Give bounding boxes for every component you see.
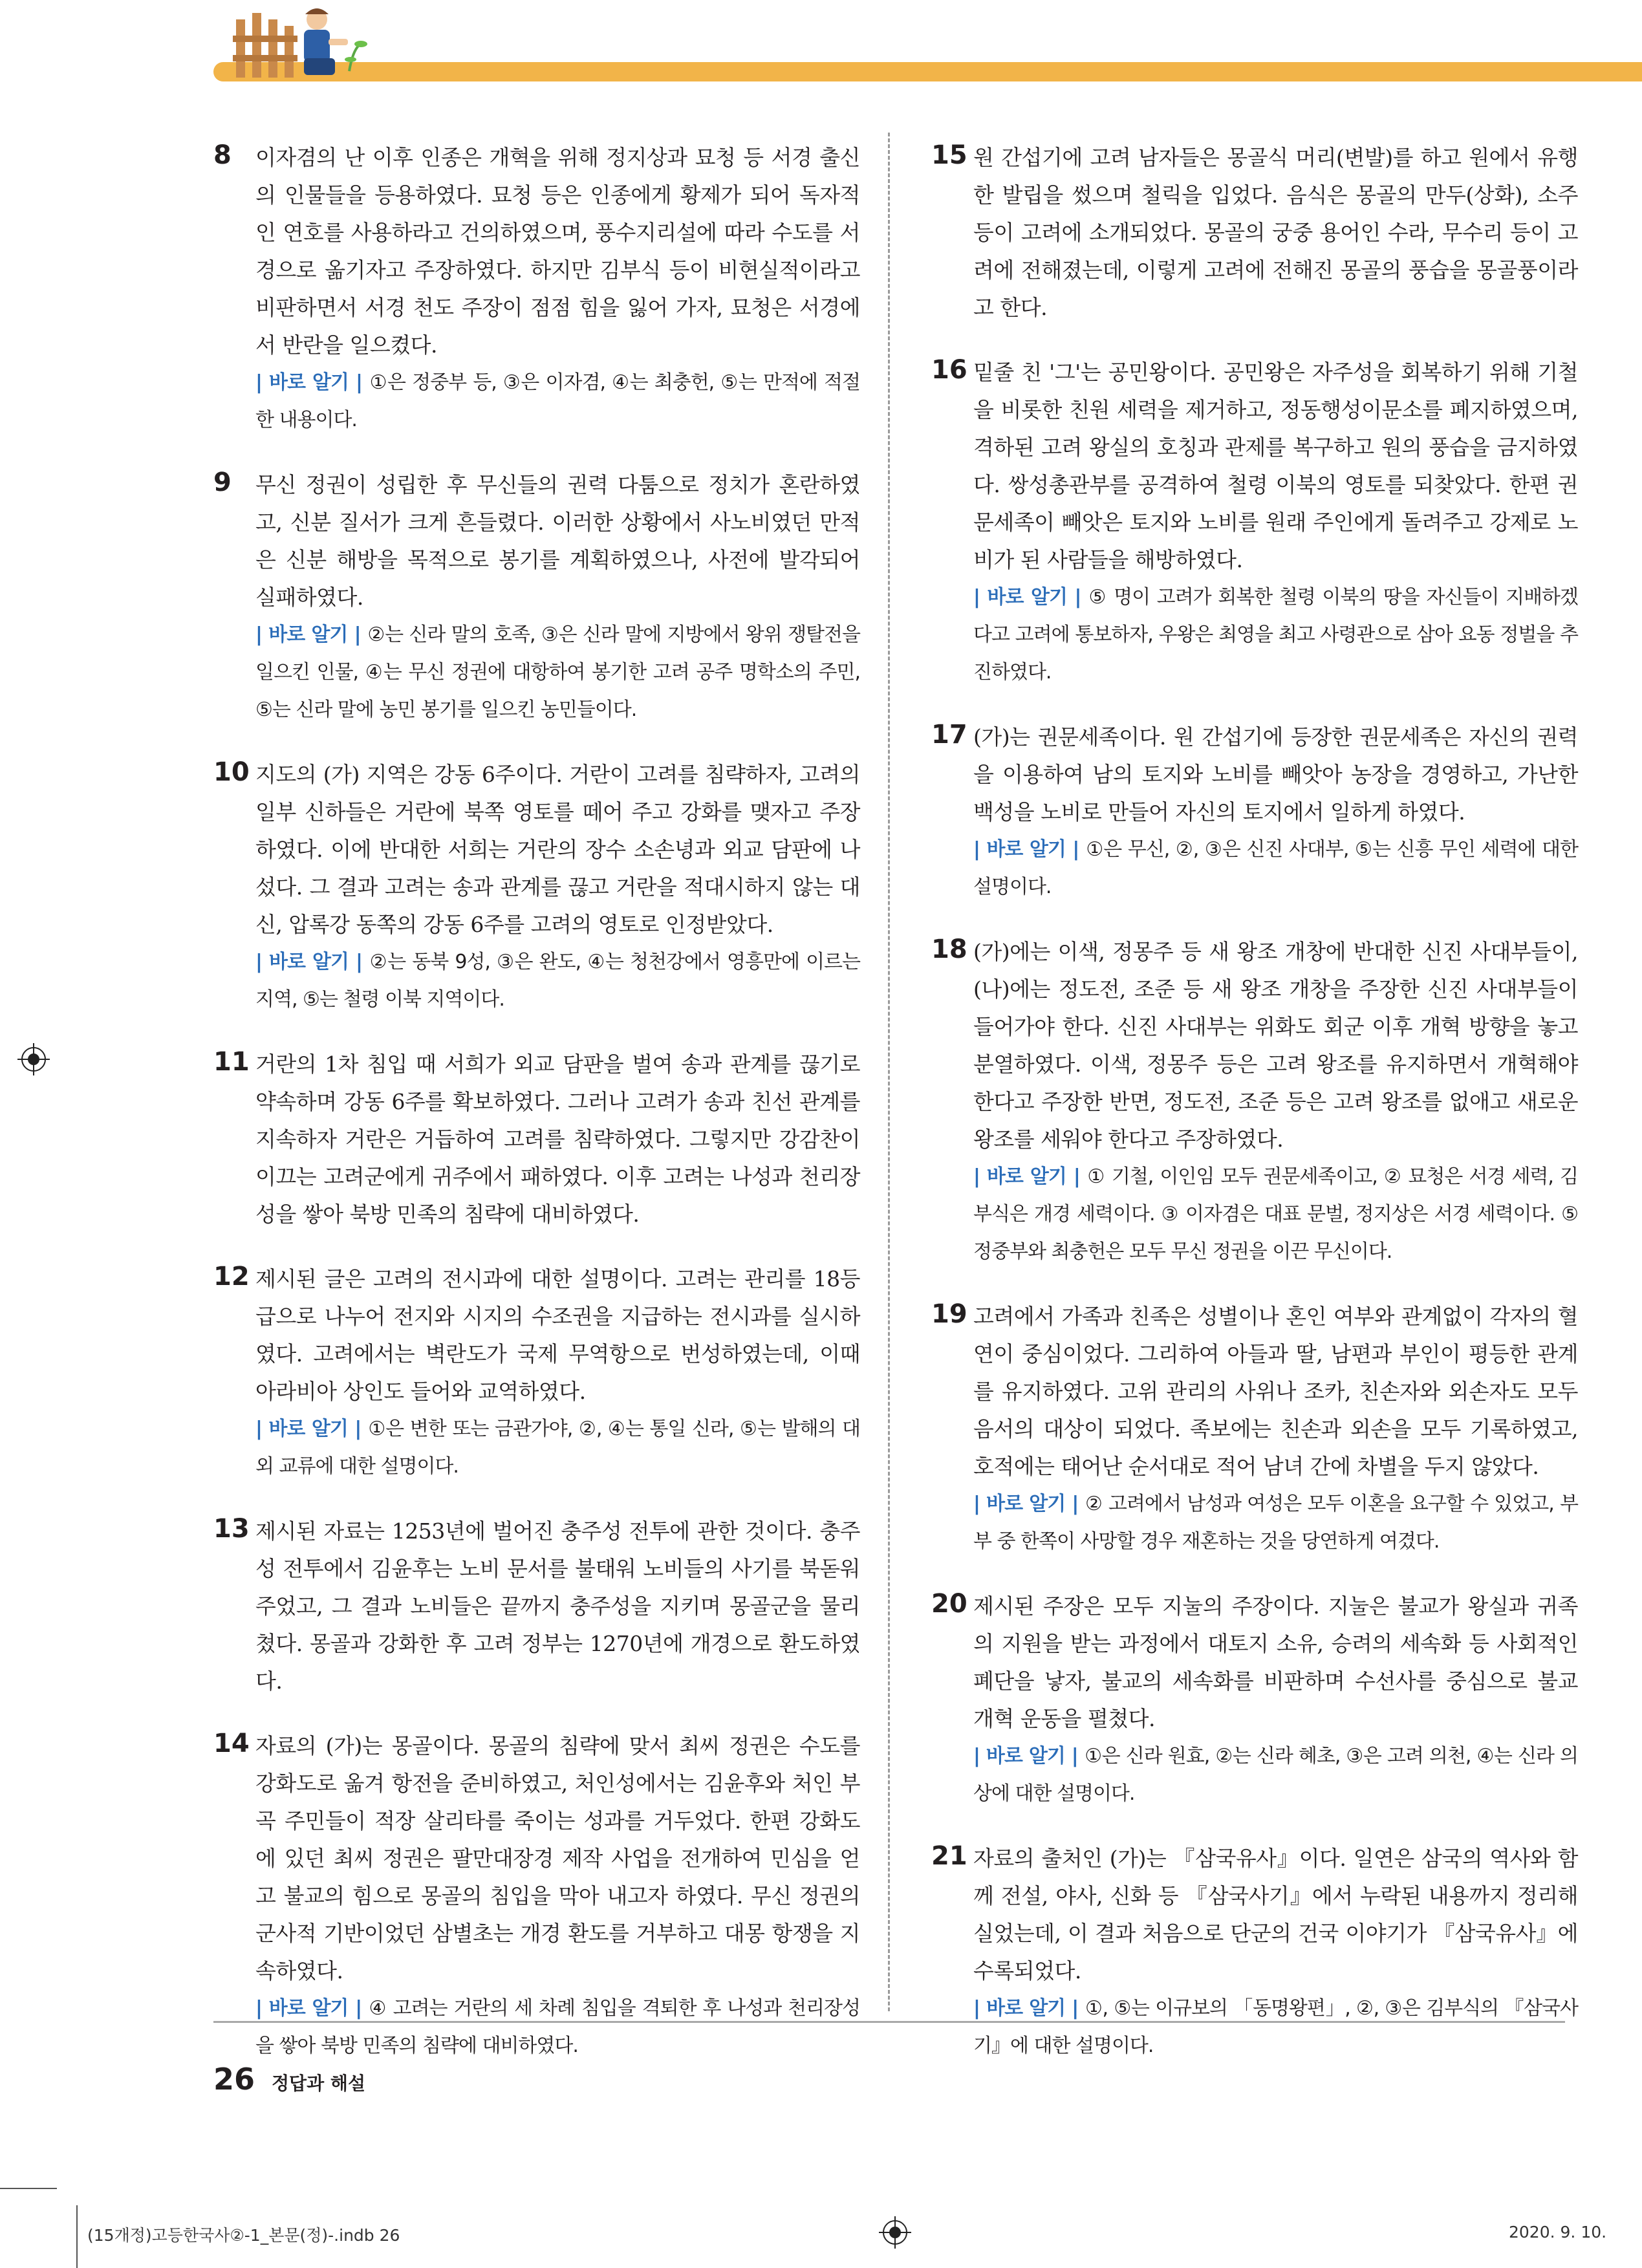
answer-item-14: [213, 1727, 860, 2065]
item-number: 12: [213, 1262, 250, 1291]
item-explanation: 무신 정권이 성립한 후 무신들의 권력 다툼으로 정치가 혼란하였고, 신분 질서가 크게 흔들렸다. 이러한 상황에서 사노비였던 만적은 신분 해방을 목적으로 봉기를 계획하였으나, 사전에 발각되어 실패하였다.: [255, 472, 860, 610]
item-explanation: (가)에는 이색, 정몽주 등 새 왕조 개창에 반대한 신진 사대부들이, (나)에는 정도전, 조준 등 새 왕조 개창을 주장한 신진 사대부들이 들어가야 한다. 신진 사대부는 위화도 회군 이후 개혁 방향을 놓고 분열하였다. 이색, 정몽주 등은 고려 왕조를 유지하면서 개혁해야 한다고 주장한 반면, 정도전, 조준 등은 고려 왕조를 없애고 새로운 왕조를 세워야 한다고 주장하였다.: [973, 939, 1578, 1152]
answer-item-11: [213, 1046, 860, 1233]
note-label: | 바로 알기 |: [255, 623, 361, 646]
answer-item-19: [931, 1298, 1578, 1561]
item-number: 13: [213, 1514, 250, 1544]
answer-item-9: [213, 466, 860, 729]
answer-item-20: [931, 1588, 1578, 1813]
item-explanation: 고려에서 가족과 친족은 성별이나 혼인 여부와 관계없이 각자의 혈연이 중심이었다. 그리하여 아들과 딸, 남편과 부인이 평등한 관계를 유지하였다. 고위 관리의 사위나 조카, 친손자와 외손자도 모두 음서의 대상이 되었다. 족보에는 친손과 외손을 모두 기록하였고, 호적에는 태어난 순서대로 적어 남녀 간에 차별을 두지 않았다.: [973, 1304, 1578, 1479]
correction-note: [255, 616, 860, 729]
item-explanation: 이자겸의 난 이후 인종은 개혁을 위해 정지상과 묘청 등 서경 출신의 인물들을 등용하였다. 묘청 등은 인종에게 황제가 되어 독자적인 연호를 사용하라고 건의하였으며, 풍수지리설에 따라 수도를 서경으로 옮기자고 주장하였다. 하지만 김부식 등이 비현실적이라고 비판하면서 서경 천도 주장이 점점 힘을 잃어 가자, 묘청은 서경에서 반란을 일으켰다.: [255, 145, 860, 358]
item-explanation: 원 간섭기에 고려 남자들은 몽골식 머리(변발)를 하고 원에서 유행한 발립을 썼으며 철릭을 입었다. 음식은 몽골의 만두(상화), 소주 등이 고려에 소개되었다. 몽골의 궁중 용어인 수라, 무수리 등이 고려에 전해졌는데, 이렇게 고려에 전해진 몽골의 풍습을 몽골풍이라고 한다.: [973, 145, 1578, 320]
answer-item-18: [931, 933, 1578, 1271]
item-explanation: 제시된 자료는 1253년에 벌어진 충주성 전투에 관한 것이다. 충주성 전투에서 김윤후는 노비 문서를 불태워 노비들의 사기를 북돋워 주었고, 그 결과 노비들은 끝까지 충주성을 지키며 몽골군을 물리쳤다. 몽골과 강화한 후 고려 정부는 1270년에 개경으로 환도하였다.: [255, 1518, 860, 1694]
item-number: 17: [931, 720, 967, 750]
note-label: | 바로 알기 |: [255, 1997, 362, 2020]
item-explanation: 지도의 (가) 지역은 강동 6주이다. 거란이 고려를 침략하자, 고려의 일부 신하들은 거란에 북쪽 영토를 떼어 주고 강화를 맺자고 주장하였다. 이에 반대한 서희는 거란의 장수 소손녕과 외교 담판에 나섰다. 그 결과 고려는 송과 관계를 끊고 거란을 적대시하지 않는 대신, 압록강 동쪽의 강동 6주를 고려의 영토로 인정받았다.: [255, 762, 860, 937]
correction-note: [973, 1158, 1578, 1271]
note-label: | 바로 알기 |: [255, 951, 362, 973]
note-text: ①, ⑤는 이규보의 「동명왕편」, ②, ③은 김부식의 『삼국사기』에 대한 설명이다.: [973, 1997, 1578, 2057]
footer-rule: [213, 2021, 1565, 2023]
correction-note: [973, 579, 1578, 691]
note-text: ①은 신라 원효, ②는 신라 혜초, ③은 고려 의천, ④는 신라 의상에 대한 설명이다.: [973, 1745, 1578, 1805]
item-number: 18: [931, 934, 967, 964]
column-divider: [888, 133, 890, 2011]
registration-mark-icon: [17, 1043, 50, 1075]
answer-item-21: [931, 1840, 1578, 2065]
item-number: 21: [931, 1841, 967, 1871]
item-number: 8: [213, 140, 232, 170]
note-text: ②는 동북 9성, ③은 완도, ④는 청천강에서 영흥만에 이르는 지역, ⑤는 철령 이북 지역이다.: [255, 951, 861, 1011]
item-number: 15: [931, 140, 967, 170]
note-text: ① 기철, 이인임 모두 권문세족이고, ② 묘청은 서경 세력, 김부식은 개경 세력이다. ③ 이자겸은 대표 문벌, 정지상은 서경 세력이다. ⑤ 정중부와 최충헌은 모두 무신 정권을 이끈 무신이다.: [973, 1165, 1578, 1263]
item-explanation: 자료의 (가)는 몽골이다. 몽골의 침략에 맞서 최씨 정권은 수도를 강화도로 옮겨 항전을 준비하였고, 처인성에서는 김윤후와 처인 부곡 주민들이 적장 살리타를 죽이는 성과를 거두었다. 한편 강화도에 있던 최씨 정권은 팔만대장경 제작 사업을 전개하여 민심을 얻고 불교의 힘으로 몽골의 침입을 막아 내고자 하였다. 무신 정권의 군사적 기반이었던 삼별초는 개경 환도를 거부하고 대몽 항쟁을 지속하였다.: [255, 1733, 860, 1983]
note-text: ④ 고려는 거란의 세 차례 침입을 격퇴한 후 나성과 천리장성을 쌓아 북방 민족의 침략에 대비하였다.: [255, 1997, 860, 2057]
item-number: 9: [213, 468, 232, 497]
correction-note: [973, 1990, 1578, 2065]
answer-item-17: [931, 718, 1578, 906]
item-number: 10: [213, 757, 250, 787]
left-column: [213, 139, 860, 2092]
correction-note: [973, 1485, 1578, 1561]
item-explanation: (가)는 권문세족이다. 원 간섭기에 등장한 권문세족은 자신의 권력을 이용하여 남의 토지와 노비를 빼앗아 농장을 경영하고, 가난한 백성을 노비로 만들어 자신의 토지에서 일하게 하였다.: [973, 724, 1578, 825]
item-explanation: 제시된 글은 고려의 전시과에 대한 설명이다. 고려는 관리를 18등급으로 나누어 전지와 시지의 수조권을 지급하는 전시과를 실시하였다. 고려에서는 벽란도가 국제 무역항으로 번성하였는데, 이때 아라비아 상인도 들어와 교역하였다.: [255, 1266, 860, 1404]
note-label: | 바로 알기 |: [973, 1493, 1079, 1515]
section-label: 정답과 해설: [272, 2073, 365, 2094]
note-label: | 바로 알기 |: [973, 1997, 1079, 2020]
header-accent-bar: [213, 62, 1642, 81]
item-explanation: 밑줄 친 '그'는 공민왕이다. 공민왕은 자주성을 회복하기 위해 기철을 비롯한 친원 세력을 제거하고, 정동행성이문소를 폐지하였으며, 격하된 고려 왕실의 호칭과 관제를 복구하고 원의 풍습을 금지하였다. 쌍성총관부를 공격하여 철령 이북의 영토를 되찾았다. 한편 권문세족이 빼앗은 토지와 노비를 원래 주인에게 돌려주고 강제로 노비가 된 사람들을 해방하였다.: [973, 360, 1578, 572]
item-explanation: 제시된 주장은 모두 지눌의 주장이다. 지눌은 불교가 왕실과 귀족의 지원을 받는 과정에서 대토지 소유, 승려의 세속화 등 사회적인 폐단을 낳자, 불교의 세속화를 비판하며 수선사를 중심으로 불교 개혁 운동을 펼쳤다.: [973, 1593, 1578, 1731]
registration-mark-icon: [879, 2216, 911, 2249]
item-number: 16: [931, 355, 967, 385]
crop-mark: [0, 2188, 57, 2189]
correction-note: [255, 1410, 860, 1485]
page-number: 26: [213, 2062, 255, 2097]
item-number: 20: [931, 1589, 967, 1619]
item-number: 11: [213, 1047, 250, 1077]
answer-item-10: [213, 756, 860, 1019]
item-number: 19: [931, 1299, 967, 1329]
note-label: | 바로 알기 |: [973, 1165, 1080, 1188]
answer-item-13: [213, 1513, 860, 1700]
answer-item-8: [213, 139, 860, 439]
right-column: [931, 139, 1578, 2092]
crop-mark: [76, 2205, 78, 2268]
note-label: | 바로 알기 |: [973, 586, 1081, 609]
correction-note: [973, 831, 1578, 906]
note-label: | 바로 알기 |: [255, 1418, 362, 1440]
note-label: | 바로 알기 |: [973, 1745, 1078, 1767]
item-explanation: 거란의 1차 침입 때 서희가 외교 담판을 벌여 송과 관계를 끊기로 약속하며 강동 6주를 확보하였다. 그러나 고려가 송과 친선 관계를 지속하자 거란은 거듭하여 고려를 침략하였다. 그렇지만 강감찬이 이끄는 고려군에게 귀주에서 패하였다. 이후 고려는 나성과 천리장성을 쌓아 북방 민족의 침략에 대비하였다.: [255, 1052, 860, 1227]
answer-item-15: [931, 139, 1578, 327]
note-label: | 바로 알기 |: [255, 371, 362, 394]
answer-item-16: [931, 354, 1578, 691]
gardener-illustration: [213, 0, 382, 91]
print-slug-date: 2020. 9. 10.: [1509, 2223, 1607, 2241]
correction-note: [973, 1738, 1578, 1813]
item-number: 14: [213, 1729, 250, 1758]
correction-note: [255, 1990, 860, 2065]
print-slug-file: (15개정)고등한국사②-1_본문(정)-.indb 26: [87, 2226, 400, 2245]
correction-note: [255, 364, 860, 439]
note-text: ①은 무신, ②, ③은 신진 사대부, ⑤는 신흥 무인 세력에 대한 설명이다.: [973, 838, 1578, 898]
note-text: ①은 정중부 등, ③은 이자겸, ④는 최충헌, ⑤는 만적에 적절한 내용이다.: [255, 371, 860, 431]
note-label: | 바로 알기 |: [973, 838, 1079, 861]
item-explanation: 자료의 출처인 (가)는 『삼국유사』이다. 일연은 삼국의 역사와 함께 전설, 야사, 신화 등 『삼국사기』에서 누락된 내용까지 정리해 실었는데, 이 결과 처음으로 단군의 건국 이야기가 『삼국유사』에 수록되었다.: [973, 1846, 1578, 1983]
note-text: ①은 변한 또는 금관가야, ②, ④는 통일 신라, ⑤는 발해의 대외 교류에 대한 설명이다.: [255, 1418, 860, 1478]
correction-note: [255, 944, 860, 1019]
answer-item-12: [213, 1260, 860, 1485]
note-text: ② 고려에서 남성과 여성은 모두 이혼을 요구할 수 있었고, 부부 중 한쪽이 사망할 경우 재혼하는 것을 당연하게 여겼다.: [973, 1493, 1579, 1553]
note-text: ⑤ 명이 고려가 회복한 철령 이북의 땅을 자신들이 지배하겠다고 고려에 통보하자, 우왕은 최영을 최고 사령관으로 삼아 요동 정벌을 추진하였다.: [973, 586, 1578, 684]
note-text: ②는 신라 말의 호족, ③은 신라 말에 지방에서 왕위 쟁탈전을 일으킨 인물, ④는 무신 정권에 대항하여 봉기한 고려 공주 명학소의 주민, ⑤는 신라 말에 농민 봉기를 일으킨 농민들이다.: [255, 623, 860, 721]
